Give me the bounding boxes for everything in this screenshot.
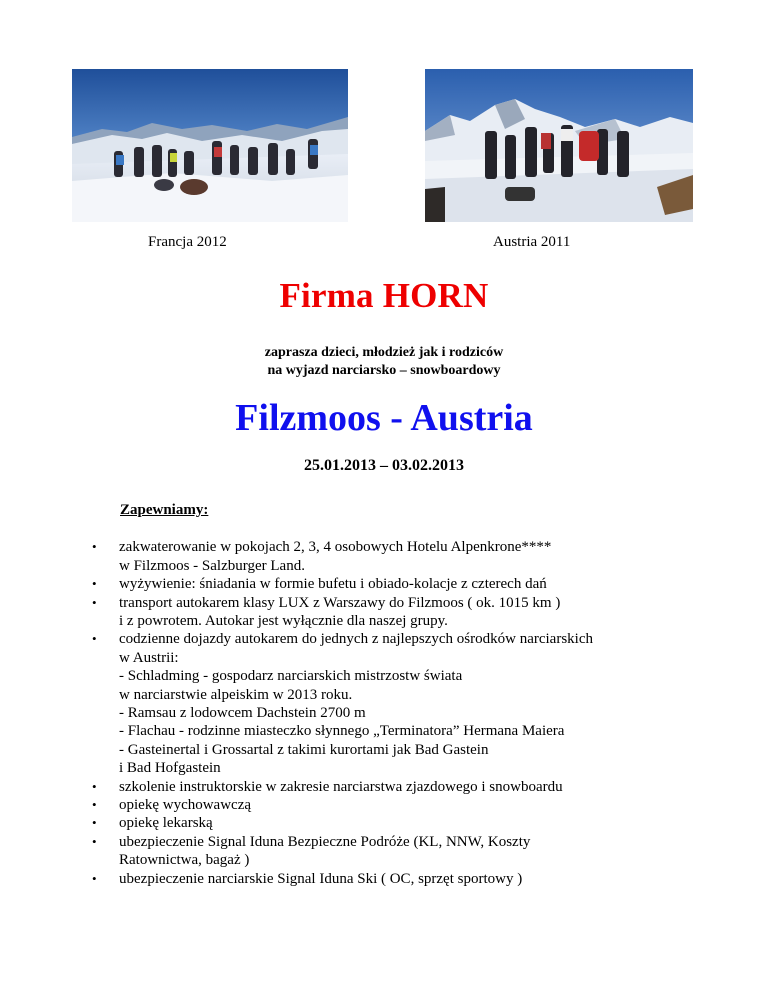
offer-item-line: w Austrii: bbox=[119, 649, 179, 666]
offer-item bbox=[92, 630, 712, 777]
trip-dates: 25.01.2013 – 03.02.2013 bbox=[304, 457, 464, 474]
photo-caption-left: Francja 2012 bbox=[148, 234, 227, 250]
offer-item-line: - Gasteinertal i Grossartal z takimi kurortami jak Bad Gastein bbox=[119, 741, 489, 758]
offer-item bbox=[92, 594, 712, 631]
bullet-icon: • bbox=[92, 870, 97, 886]
photo-austria-2011 bbox=[425, 69, 693, 222]
invitation-text bbox=[0, 344, 768, 380]
bullet-icon: • bbox=[92, 539, 97, 555]
offer-item-line: ubezpieczenie Signal Iduna Bezpieczne Podróże (KL, NNW, Koszty bbox=[119, 833, 531, 850]
invitation-line-2: na wyjazd narciarsko – snowboardowy bbox=[267, 363, 501, 378]
invitation-line-1: zaprasza dzieci, młodzież jak i rodziców bbox=[264, 345, 504, 360]
offer-item-line: Ratownictwa, bagaż ) bbox=[119, 852, 250, 869]
offer-item-line: codzienne dojazdy autokarem do jednych z najlepszych ośrodków narciarskich bbox=[119, 631, 593, 648]
offer-item-line: - Schladming - gospodarz narciarskich mistrzostw świata bbox=[119, 668, 463, 685]
list-spacer bbox=[92, 520, 712, 538]
offer-item bbox=[92, 575, 712, 593]
bullet-icon: • bbox=[92, 778, 97, 794]
bullet-icon: • bbox=[92, 594, 97, 610]
offer-item-line: i z powrotem. Autokar jest wyłącznie dla naszej grupy. bbox=[119, 613, 448, 630]
offer-item-line: - Ramsau z lodowcem Dachstein 2700 m bbox=[119, 705, 366, 722]
offer-item bbox=[92, 870, 712, 888]
offer-item-line: w Filzmoos - Salzburger Land. bbox=[119, 557, 305, 574]
bullet-icon: • bbox=[92, 833, 97, 849]
photo-caption-right: Austria 2011 bbox=[493, 234, 571, 250]
bullet-icon: • bbox=[92, 631, 97, 647]
offer-item-line: ubezpieczenie narciarskie Signal Iduna Ski ( OC, sprzęt sportowy ) bbox=[119, 870, 523, 887]
photo-france-2012 bbox=[72, 69, 348, 222]
bullet-icon: • bbox=[92, 576, 97, 592]
offer-item-line: - Flachau - rodzinne miasteczko słynnego „Terminatora” Hermana Maiera bbox=[119, 723, 565, 740]
offer-item-line: szkolenie instruktorskie w zakresie narciarstwa zjazdowego i snowboardu bbox=[119, 778, 563, 795]
offer-item-line: transport autokarem klasy LUX z Warszawy do Filzmoos ( ok. 1015 km ) bbox=[119, 594, 561, 611]
offer-item-line: w narciarstwie alpeiskim w 2013 roku. bbox=[119, 686, 353, 703]
offer-item-line: wyżywienie: śniadania w formie bufetu i obiado-kolacje z czterech dań bbox=[119, 576, 547, 593]
offer-item-line: opiekę wychowawczą bbox=[119, 797, 252, 814]
offer-item-line: opiekę lekarską bbox=[119, 815, 213, 832]
company-name: Firma HORN bbox=[279, 276, 489, 315]
offer-item-line: i Bad Hofgastein bbox=[119, 760, 221, 777]
offer-item bbox=[92, 778, 712, 796]
offer-item bbox=[92, 814, 712, 832]
offer-list bbox=[92, 520, 712, 888]
offer-item bbox=[92, 538, 712, 575]
bullet-icon: • bbox=[92, 797, 97, 813]
offer-item-line: zakwaterowanie w pokojach 2, 3, 4 osobowych Hotelu Alpenkrone**** bbox=[119, 539, 552, 556]
offer-heading: Zapewniamy: bbox=[120, 502, 209, 518]
bullet-icon: • bbox=[92, 815, 97, 831]
destination-title: Filzmoos - Austria bbox=[235, 397, 533, 439]
offer-item bbox=[92, 796, 712, 814]
offer-item bbox=[92, 833, 712, 870]
